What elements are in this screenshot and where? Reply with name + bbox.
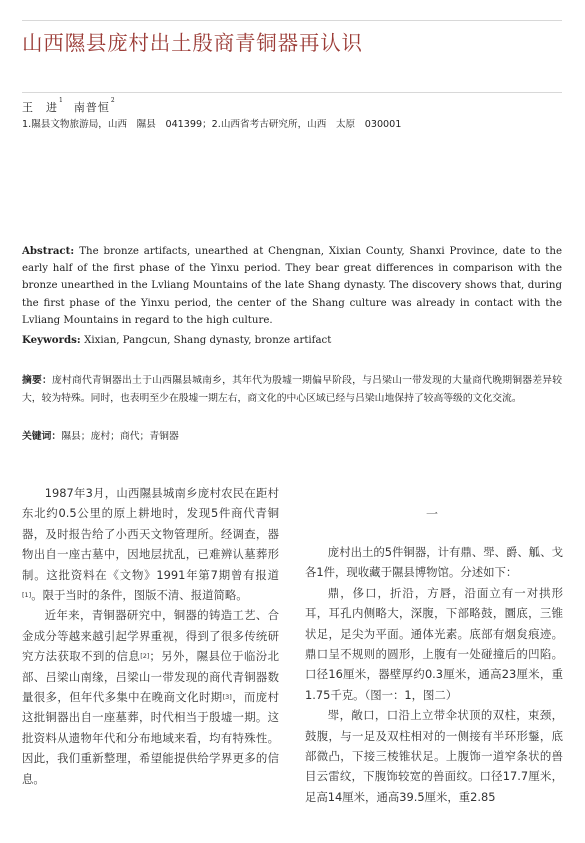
zh-keywords-label: 关键词 bbox=[22, 431, 52, 442]
top-rule bbox=[22, 20, 562, 21]
body-paragraph bbox=[22, 483, 279, 605]
author-name: 王 进 bbox=[22, 101, 58, 114]
english-abstract: Abstract: The bronze artifacts, unearthed at Chengnan, Xixian County, Shanxi Province, date to the early half of the first phase of the Yinxu period. They bear great differences in comparison with the bronze unearthed in the Lvliang Mountains of the late Shang dynasty. The discovery shows that, during the first phase of the Yinxu period, the center of the Shang culture was already in contact with the Lvliang Mountains in regard to the high culture. bbox=[22, 245, 562, 326]
affiliation: 1.隰县文物旅游局，山西 隰县 041399；2.山西省考古研究所，山西 太原 030001 bbox=[22, 119, 402, 130]
keywords-text: Xixian, Pangcun, Shang dynasty, bronze artifact bbox=[84, 335, 332, 346]
paragraph-text: 。限于当时的条件，图版不清、报道简略。 bbox=[31, 588, 248, 603]
paragraph-text: ，而庞村这批铜器出自一座墓葬，时代相当于殷墟一期。这批资料从遗物年代和分布地域来看，均有特殊性。因此，我们重新整理，希望能提供给学界更多的信息。 bbox=[22, 690, 279, 786]
body-paragraph: 庞村出土的5件铜器，计有鼎、斝、爵、觚、戈各1件，现收藏于隰县博物馆。分述如下： bbox=[305, 545, 563, 580]
paragraph-text: ；另外，隰县位于临汾北部、吕梁山南缘，吕梁山一带发现的商代青铜器数量很多，但年代多集中在晚商文化时期 bbox=[22, 649, 279, 705]
body-paragraph bbox=[22, 605, 279, 789]
keywords-label: Keywords bbox=[22, 334, 77, 346]
zh-keywords-text: 隰县；庞村；商代；青铜器 bbox=[61, 431, 179, 442]
zh-abstract-label: 摘要 bbox=[22, 375, 43, 386]
body-paragraph: 鼎，侈口，折沿，方唇，沿面立有一对拱形耳，耳孔内侧略大，深腹，下部略鼓，圜底，三锥状足，足尖为平面。通体光素。底部有烟炱痕迹。鼎口呈不规则的圆形，上腹有一处碰撞后的凹陷。口径16厘米，器壁厚约0.3厘米，通高23厘米，重1.75千克。（图一：1，图二） bbox=[305, 585, 563, 702]
paper-title: 山西隰县庞村出土殷商青铜器再认识 bbox=[22, 31, 363, 55]
author-superscript: 2 bbox=[110, 97, 116, 104]
chinese-keywords: 关键词：隰县；庞村；商代；青铜器 bbox=[22, 431, 179, 442]
paragraph-text: 1987年3月，山西隰县城南乡庞村农民在距村东北约0.5公里的原上耕地时，发现5件商代青铜器，及时报告给了小西天文物管理所。经调查，器物出自一座古墓中，因地层扰乱，已难辨认墓葬形制。这批资料在《文物》1991年第7期曾有报道 bbox=[22, 486, 279, 582]
author-superscript: 1 bbox=[59, 97, 64, 104]
chinese-abstract: 摘要：庞村商代青铜器出土于山西隰县城南乡，其年代为殷墟一期偏早阶段，与吕梁山一带发现的大量商代晚期铜器差异较大，较为特殊。同时，也表明至少在殷墟一期左右，商文化的中心区域已经与吕梁山地保持了较高等级的文化交流。 bbox=[22, 375, 563, 404]
left-column bbox=[22, 483, 279, 789]
paragraph-text: 近年来，青铜器研究中，铜器的铸造工艺、合金成分等越来越引起学界重视，得到了很多传统研究方法获取不到的信息 bbox=[22, 608, 279, 664]
author-line bbox=[22, 99, 126, 115]
body-paragraph: 斝，敞口，口沿上立带伞状顶的双柱，束颈，鼓腹，与一足及双柱相对的一侧接有半环形鋬，底部微凸，下接三棱锥状足。上腹饰一道窄条状的兽目云雷纹，下腹饰较宽的兽面纹。口径17.7厘米，足高14厘米，通高39.5厘米，重2.85 bbox=[305, 708, 563, 804]
abstract-text: The bronze artifacts, unearthed at Chengnan, Xixian County, Shanxi Province, date to the early half of the first phase of the Yinxu period. They bear great differences in comparison with the bronze unearthed in the Lvliang Mountains of the late Shang dynasty. The discovery shows that, during the first phase of the Yinxu period, the center of the Shang culture was already in contact with the Lvliang Mountains in regard to the high culture. bbox=[22, 246, 562, 326]
title-rule bbox=[22, 92, 562, 93]
abstract-label: Abstract bbox=[22, 245, 71, 257]
right-column bbox=[305, 542, 563, 807]
author-name: 南普恒 bbox=[73, 101, 110, 114]
citation-ref: [2] bbox=[140, 652, 150, 661]
section-number: 一 bbox=[426, 507, 439, 521]
zh-abstract-text: 庞村商代青铜器出土于山西隰县城南乡，其年代为殷墟一期偏早阶段，与吕梁山一带发现的大量商代晚期铜器差异较大，较为特殊。同时，也表明至少在殷墟一期左右，商文化的中心区域已经与吕梁山地保持了较高等级的文化交流。 bbox=[22, 375, 563, 404]
english-keywords: Keywords: Xixian, Pangcun, Shang dynasty, bronze artifact bbox=[22, 334, 332, 346]
citation-ref: [1] bbox=[22, 591, 32, 600]
citation-ref: [3] bbox=[222, 693, 232, 702]
